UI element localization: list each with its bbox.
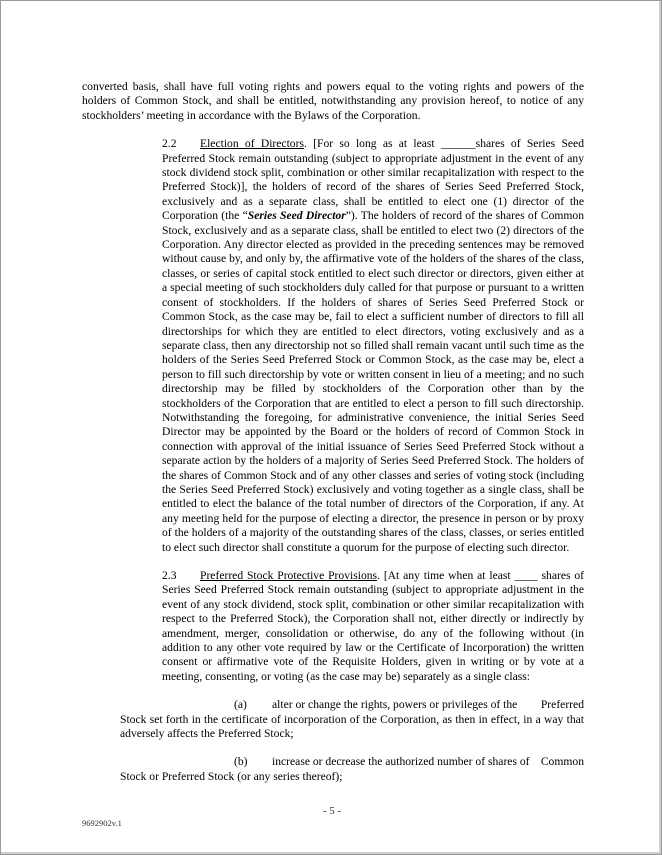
section-2-2 (82, 137, 584, 555)
section-2-3-text: . [At any time when at least ____ shares of Series Seed Preferred Stock remain outstanding (subject to appropriate adjustment in the event of any stock dividend, stock split, combination or other similar recapitalization with respect to the Preferred Stock), the Corporation shall not, either directly or indirectly by amendment, merger, consolidation or otherwise, do any of the following without (in addition to any other vote required by law or the Certificate of Incorporation) the written consent or affirmative vote of the Requisite Holders, given in writing or by vote at a meeting, consenting, or voting (as the case may be) separately as a single class: (162, 569, 584, 683)
subsection-b-rest: Common Stock or Preferred Stock (or any series thereof); (120, 755, 584, 783)
section-2-2-heading: Election of Directors (200, 137, 304, 151)
section-2-2-number: 2.2 (162, 137, 177, 151)
subsection-a (82, 698, 584, 741)
document-id: 9692902v.1 (82, 818, 122, 828)
section-2-2-text-b: ”). The holders of record of the shares of Common Stock, exclusively and as a separate class, shall be entitled to elect two (2) directors of the Corporation. Any director elected as provided in the preceding sentences may be removed without cause by, and only by, the affirmative vote of the holders of the shares of the class, classes, or series of capital stock entitled to elect such director or directors, given either at a special meeting of such stockholders duly called for that purpose or pursuant to a written consent of stockholders. If the holders of shares of Series Seed Preferred Stock or Common Stock, as the case may be, fail to elect a sufficient number of directors to fill all directorships for which they are entitled to elect directors, voting exclusively and as a separate class, then any directorship not so filled shall remain vacant until such time as the holders of the Series Seed Preferred Stock or Common Stock, as the case may be, elect a person to fill such directorship by vote or written consent in lieu of a meeting; and no such directorship may be filled by stockholders of the Corporation other than by the stockholders of the Corporation that are entitled to elect a person to fill such directorship. Notwithstanding the foregoing, for administrative convenience, the initial Series Seed Director may be appointed by the Board or the holders of record of Common Stock in connection with approval of the initial issuance of Series Seed Preferred Stock without a separate action by the holders of a majority of Series Seed Preferred Stock. The holders of the shares of Common Stock and of any other classes and series of voting stock (including the Series Seed Preferred Stock) exclusively and voting together as a single class, shall be entitled to elect the balance of the total number of directors of the Corporation, if any. At any meeting held for the purpose of electing a director, the presence in person or by proxy of the holders of a majority of the outstanding shares of the class, classes, or series entitled to elect such director shall constitute a quorum for the purpose of electing such director. (162, 209, 585, 554)
document-body (82, 80, 584, 784)
section-2-3 (82, 569, 584, 684)
page-number: - 5 - (322, 805, 342, 817)
section-2-2-text-a: . [For so long as at least ______shares of Series Seed Preferred Stock remain outstanding (subject to appropriate adjustment in the event of any stock dividend stock split, combination or other similar recapitalization with respect to the Preferred Stock)], the holders of record of the shares of Series Seed Preferred Stock, exclusively and as a separate class, shall be entitled to elect one (1) director of the Corporation (the “ (162, 137, 584, 223)
subsection-b-number: (b) (234, 755, 248, 769)
subsection-b (82, 755, 584, 784)
subsection-a-lead: alter or change the rights, powers or privileges of the (272, 698, 518, 712)
section-2-3-number: 2.3 (162, 569, 177, 582)
series-seed-director-term: Series Seed Director (247, 209, 346, 223)
subsection-a-number: (a) (234, 698, 247, 712)
subsection-b-lead: increase or decrease the authorized number of shares of (272, 755, 530, 769)
section-2-3-heading: Preferred Stock Protective Provisions (200, 569, 378, 582)
paragraph-intro: converted basis, shall have full voting rights and powers equal to the voting rights and powers of the holders of Common Stock, and shall be entitled, notwithstanding any provision hereof, to notice of any stockholders’ meeting in accordance with the Bylaws of the Corporation. (82, 80, 584, 122)
subsection-a-rest: Preferred Stock set forth in the certificate of incorporation of the Corporation, as then in effect, in a way that adversely affects the Preferred Stock; (120, 698, 584, 741)
